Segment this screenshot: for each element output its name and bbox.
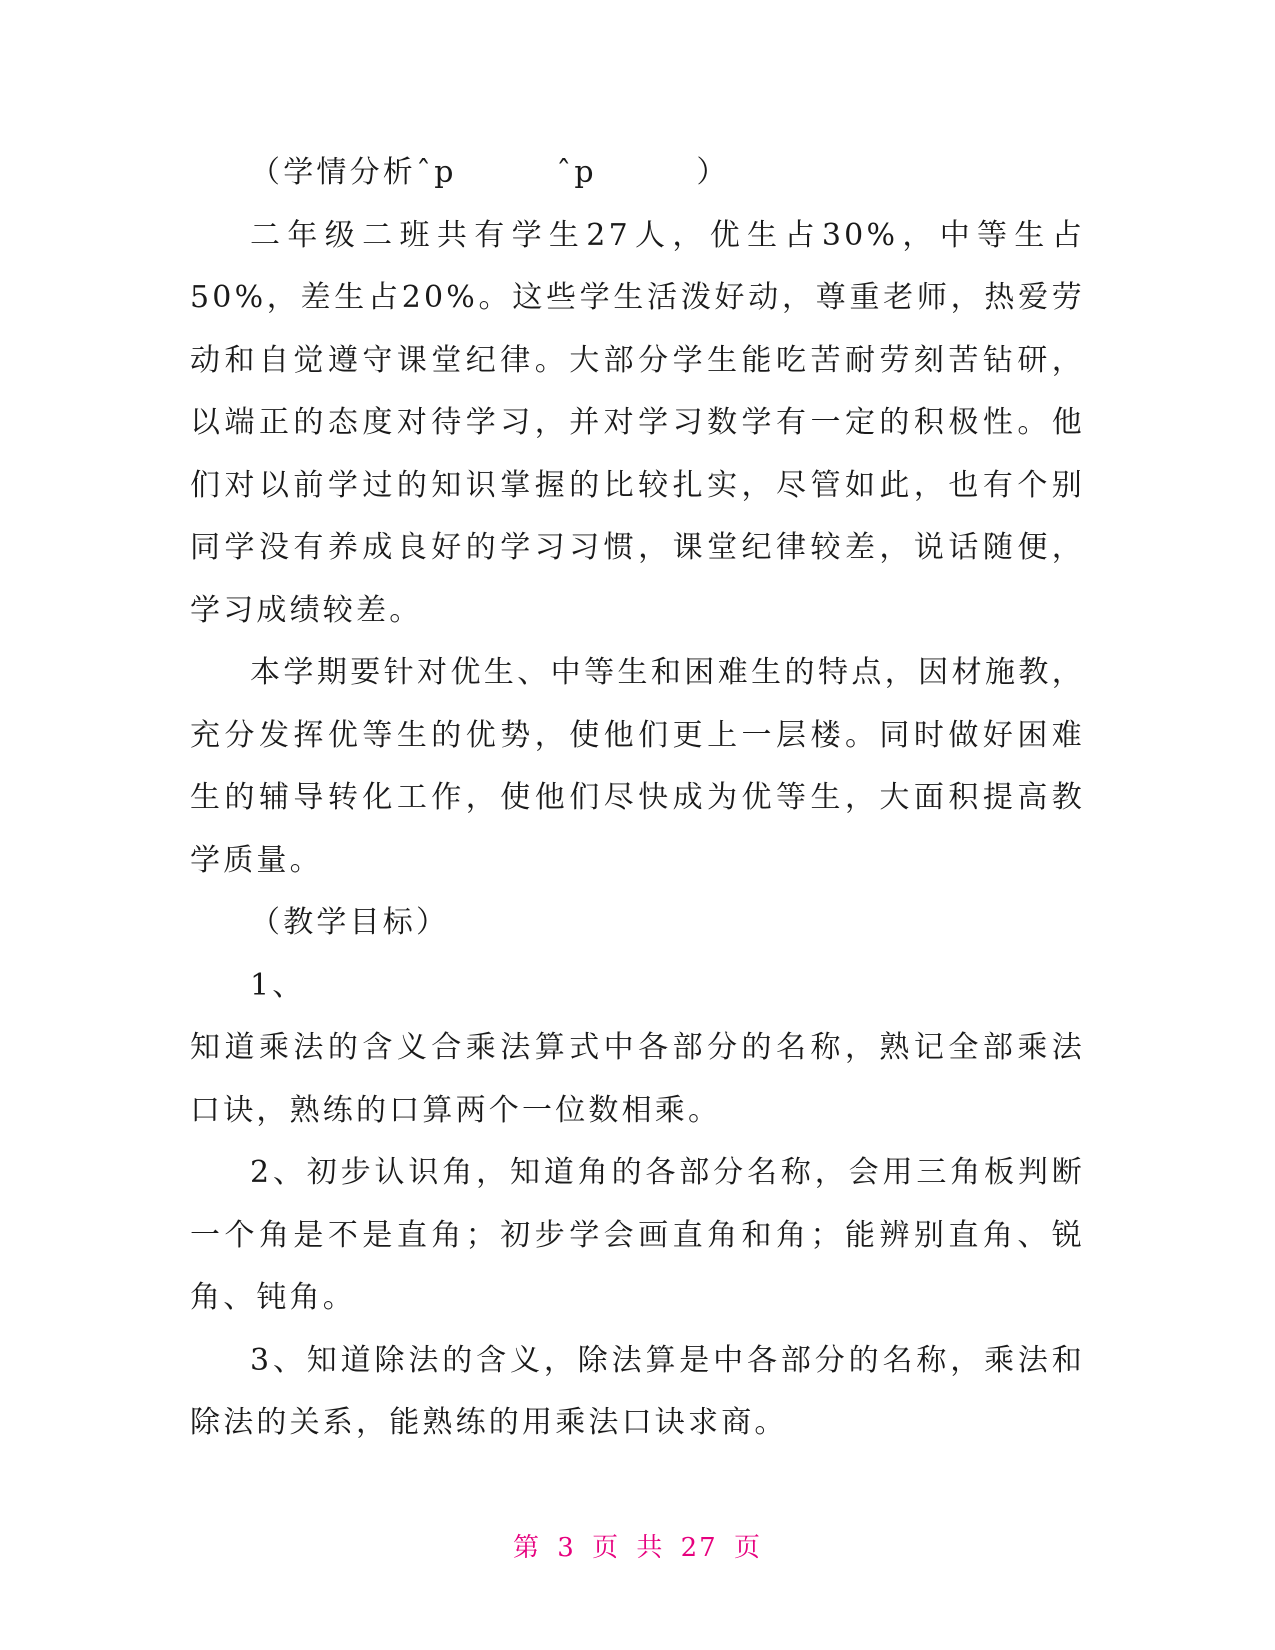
goal-item-2-text: 2、初步认识角，知道角的各部分名称，会用三角板判断一个角是不是直角；初步学会画直角和角；能辨别直角、锐角、钝角。	[190, 1155, 1085, 1315]
learning-analysis-heading: （学情分析ˆp ˆp ）	[250, 155, 730, 190]
goal-item-1-number: 1、	[250, 967, 306, 1003]
page-number-footer: 第 3 页 共 27 页	[513, 1533, 762, 1563]
teaching-goals-heading: （教学目标）	[250, 905, 450, 940]
goal-item-3-text: 3、知道除法的含义，除法算是中各部分的名称，乘法和除法的关系，能熟练的用乘法口诀求商。	[190, 1342, 1085, 1440]
goal-item-1-text: 知道乘法的含义合乘法算式中各部分的名称，熟记全部乘法口诀，熟练的口算两个一位数相乘。	[190, 1030, 1085, 1128]
document-body	[190, 142, 1085, 1455]
learning-analysis-paragraph-1: 二年级二班共有学生27人，优生占30%，中等生占50%，差生占20%。这些学生活泼好动，尊重老师，热爱劳动和自觉遵守课堂纪律。大部分学生能吃苦耐劳刻苦钻研，以端正的态度对待学习，并对学习数学有一定的积极性。他们对以前学过的知识掌握的比较扎实，尽管如此，也有个别同学没有养成良好的学习习惯，课堂纪律较差，说话随便，学习成绩较差。	[190, 217, 1085, 628]
learning-analysis-paragraph-2: 本学期要针对优生、中等生和困难生的特点，因材施教，充分发挥优等生的优势，使他们更上一层楼。同时做好困难生的辅导转化工作，使他们尽快成为优等生，大面积提高教学质量。	[190, 655, 1085, 878]
